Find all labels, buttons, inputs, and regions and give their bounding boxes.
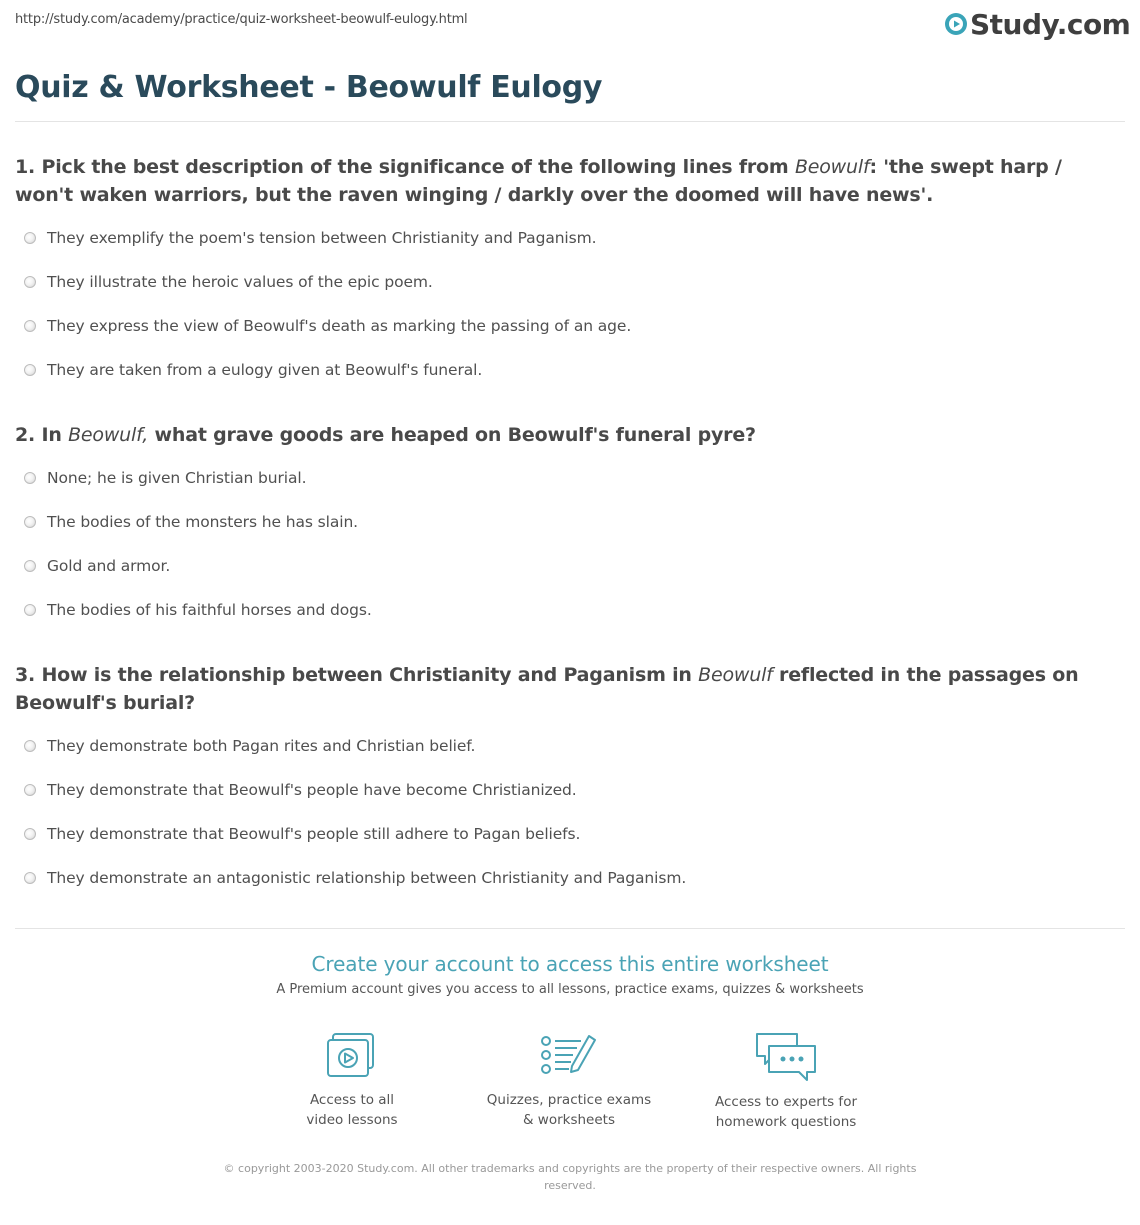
question-italic: Beowulf, — [68, 424, 149, 446]
answer-label: The bodies of his faithful horses and dogs. — [47, 601, 372, 619]
radio-button[interactable] — [24, 828, 36, 840]
answer-label: They are taken from a eulogy given at Beowulf's funeral. — [47, 361, 483, 379]
top-bar — [0, 0, 1140, 50]
feature-experts — [686, 1030, 886, 1132]
question-3 — [15, 661, 1125, 911]
answer-label: They demonstrate an antagonistic relationship between Christianity and Paganism. — [47, 869, 687, 887]
feature-label — [686, 1092, 886, 1132]
radio-button[interactable] — [24, 872, 36, 884]
radio-button[interactable] — [24, 472, 36, 484]
signup-cta — [0, 952, 1140, 997]
question-suffix: reflected in the passages on Beowulf's burial? — [15, 664, 1079, 714]
feature-video-lessons — [252, 1030, 452, 1130]
study-logo[interactable] — [944, 6, 1130, 42]
question-number: 2. — [15, 424, 36, 446]
answer-options — [15, 467, 1125, 643]
page-url[interactable]: http://study.com/academy/practice/quiz-worksheet-beowulf-eulogy.html — [15, 12, 468, 27]
answer-label: They express the view of Beowulf's death as marking the passing of an age. — [47, 317, 632, 335]
question-number: 1. — [15, 156, 36, 178]
cta-title-link[interactable]: Create your account to access this entire worksheet — [311, 952, 829, 976]
title-divider — [15, 121, 1125, 122]
feature-line-2: & worksheets — [522, 1112, 615, 1128]
answer-option[interactable] — [15, 227, 1125, 271]
question-prefix: How is the relationship between Christianity and Paganism in — [41, 664, 699, 686]
answer-label: They exemplify the poem's tension between Christianity and Paganism. — [47, 229, 597, 247]
answer-label: Gold and armor. — [47, 557, 171, 575]
radio-button[interactable] — [24, 320, 36, 332]
page-title: Quiz & Worksheet - Beowulf Eulogy — [15, 70, 603, 105]
feature-label — [252, 1090, 452, 1130]
answer-label: They illustrate the heroic values of the epic poem. — [47, 273, 433, 291]
answer-option[interactable] — [15, 359, 1125, 403]
radio-button[interactable] — [24, 604, 36, 616]
answer-option[interactable] — [15, 867, 1125, 911]
video-lessons-icon — [324, 1030, 380, 1082]
answer-option[interactable] — [15, 555, 1125, 599]
answer-label: They demonstrate both Pagan rites and Christian belief. — [47, 737, 476, 755]
question-2 — [15, 421, 1125, 643]
radio-button[interactable] — [24, 560, 36, 572]
question-number: 3. — [15, 664, 36, 686]
answer-option[interactable] — [15, 271, 1125, 315]
answer-option[interactable] — [15, 735, 1125, 779]
cta-divider — [15, 928, 1125, 929]
answer-label: None; he is given Christian burial. — [47, 469, 307, 487]
feature-quizzes — [469, 1030, 669, 1130]
answer-option[interactable] — [15, 511, 1125, 555]
answer-label: The bodies of the monsters he has slain. — [47, 513, 359, 531]
question-suffix: : 'the swept harp / won't waken warriors, but the raven winging / darkly over the doomed will have news'. — [15, 156, 1062, 206]
answer-options — [15, 735, 1125, 911]
cta-subtitle: A Premium account gives you access to all lessons, practice exams, quizzes & worksheets — [276, 982, 864, 997]
answer-label: They demonstrate that Beowulf's people have become Christianized. — [47, 781, 577, 799]
feature-line-1: Access to all — [309, 1092, 395, 1108]
question-prefix: Pick the best description of the significance of the following lines from — [41, 156, 795, 178]
radio-button[interactable] — [24, 364, 36, 376]
play-logo-icon — [944, 12, 968, 36]
question-suffix: what grave goods are heaped on Beowulf's funeral pyre? — [148, 424, 756, 446]
answer-label: They demonstrate that Beowulf's people still adhere to Pagan beliefs. — [47, 825, 581, 843]
answer-option[interactable] — [15, 315, 1125, 359]
feature-line-1: Quizzes, practice exams — [486, 1092, 652, 1108]
question-text — [15, 153, 1125, 209]
question-italic: Beowulf — [794, 156, 870, 178]
copyright-notice: © copyright 2003-2020 Study.com. All other trademarks and copyrights are the property of their respective owners. All rights reserved. — [223, 1162, 917, 1192]
radio-button[interactable] — [24, 784, 36, 796]
feature-label — [469, 1090, 669, 1130]
chat-bubbles-icon — [753, 1030, 819, 1084]
logo-text: Study.com — [970, 7, 1131, 41]
radio-button[interactable] — [24, 516, 36, 528]
answer-options — [15, 227, 1125, 403]
radio-button[interactable] — [24, 232, 36, 244]
quiz-checklist-icon — [539, 1030, 599, 1082]
question-1 — [15, 153, 1125, 403]
feature-line-1: Access to experts for — [714, 1094, 857, 1110]
radio-button[interactable] — [24, 740, 36, 752]
radio-button[interactable] — [24, 276, 36, 288]
question-text — [15, 661, 1125, 717]
question-italic: Beowulf — [698, 664, 773, 686]
feature-line-2: video lessons — [306, 1112, 398, 1128]
answer-option[interactable] — [15, 823, 1125, 867]
question-text — [15, 421, 1125, 449]
question-prefix: In — [41, 424, 69, 446]
answer-option[interactable] — [15, 599, 1125, 643]
answer-option[interactable] — [15, 467, 1125, 511]
feature-line-2: homework questions — [715, 1114, 857, 1130]
answer-option[interactable] — [15, 779, 1125, 823]
